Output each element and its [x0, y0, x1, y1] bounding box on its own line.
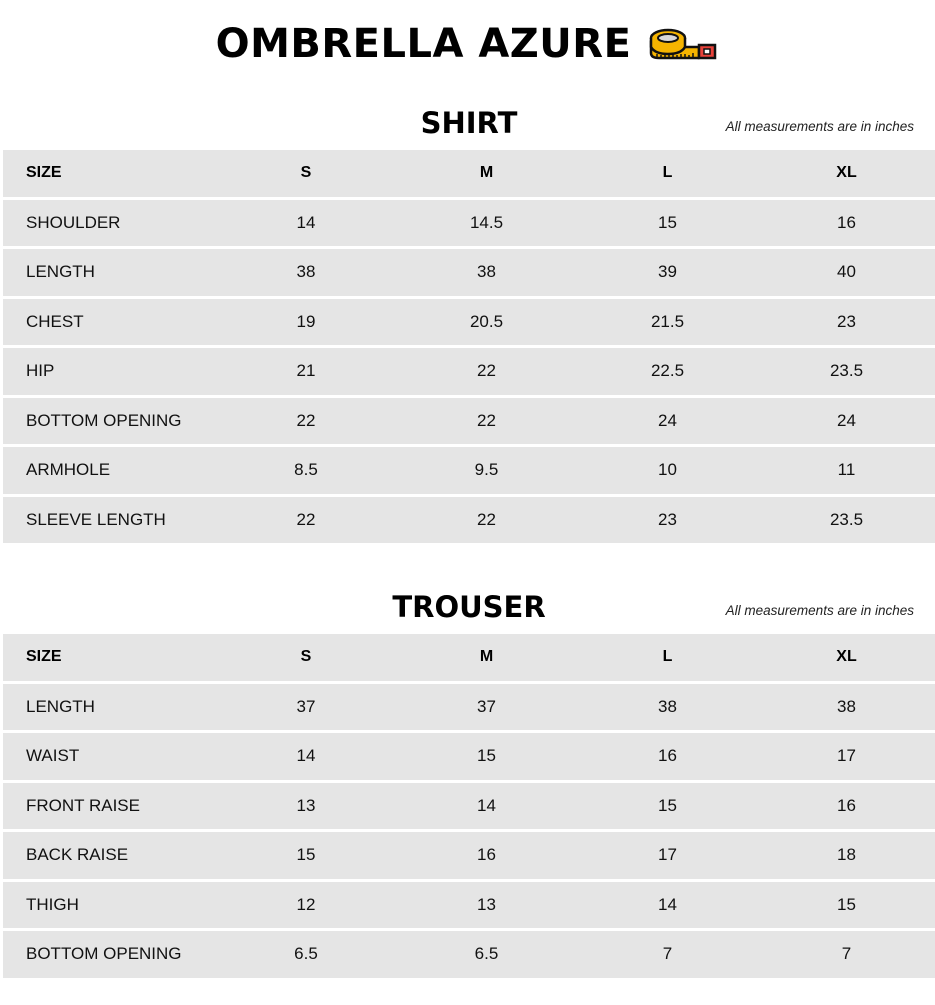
- table-row: [3, 832, 935, 879]
- header-m: M: [396, 634, 577, 681]
- cell-s: 6.5: [216, 931, 396, 978]
- cell-l: 23: [577, 497, 758, 544]
- row-label: LENGTH: [3, 249, 216, 296]
- trouser-title: TROUSER: [392, 590, 546, 624]
- cell-m: 20.5: [396, 299, 577, 346]
- measuring-tape-icon: [647, 27, 719, 61]
- cell-m: 16: [396, 832, 577, 879]
- cell-xl: 17: [758, 733, 935, 780]
- cell-s: 19: [216, 299, 396, 346]
- row-label: BOTTOM OPENING: [3, 931, 216, 978]
- shirt-section: [3, 100, 935, 546]
- row-label: HIP: [3, 348, 216, 395]
- cell-m: 15: [396, 733, 577, 780]
- cell-m: 22: [396, 398, 577, 445]
- cell-xl: 40: [758, 249, 935, 296]
- table-header-row: [3, 634, 935, 681]
- table-row: [3, 931, 935, 978]
- header-size: SIZE: [3, 150, 216, 197]
- cell-s: 21: [216, 348, 396, 395]
- cell-l: 39: [577, 249, 758, 296]
- shirt-size-table: [3, 147, 935, 546]
- table-row: [3, 882, 935, 929]
- row-label: LENGTH: [3, 684, 216, 731]
- header-m: M: [396, 150, 577, 197]
- cell-m: 22: [396, 348, 577, 395]
- cell-s: 14: [216, 733, 396, 780]
- row-label: SLEEVE LENGTH: [3, 497, 216, 544]
- cell-xl: 24: [758, 398, 935, 445]
- trouser-section: [3, 584, 935, 981]
- row-label: CHEST: [3, 299, 216, 346]
- cell-m: 13: [396, 882, 577, 929]
- cell-m: 37: [396, 684, 577, 731]
- cell-m: 6.5: [396, 931, 577, 978]
- cell-l: 14: [577, 882, 758, 929]
- shirt-title: SHIRT: [420, 106, 518, 140]
- cell-l: 7: [577, 931, 758, 978]
- cell-xl: 7: [758, 931, 935, 978]
- trouser-size-table: [3, 631, 935, 981]
- cell-s: 13: [216, 783, 396, 830]
- table-row: [3, 249, 935, 296]
- header-xl: XL: [758, 634, 935, 681]
- cell-xl: 15: [758, 882, 935, 929]
- cell-m: 22: [396, 497, 577, 544]
- cell-xl: 38: [758, 684, 935, 731]
- header-s: S: [216, 150, 396, 197]
- cell-l: 38: [577, 684, 758, 731]
- table-row: [3, 497, 935, 544]
- cell-m: 14: [396, 783, 577, 830]
- cell-l: 15: [577, 783, 758, 830]
- cell-l: 16: [577, 733, 758, 780]
- table-row: [3, 783, 935, 830]
- table-row: [3, 447, 935, 494]
- cell-xl: 23.5: [758, 348, 935, 395]
- cell-s: 38: [216, 249, 396, 296]
- row-label: BACK RAISE: [3, 832, 216, 879]
- table-row: [3, 348, 935, 395]
- cell-l: 15: [577, 200, 758, 247]
- brand-title: OMBRELLA AZURE: [215, 21, 632, 67]
- cell-l: 21.5: [577, 299, 758, 346]
- table-row: [3, 200, 935, 247]
- cell-s: 14: [216, 200, 396, 247]
- trouser-units-note: All measurements are in inches: [725, 603, 914, 618]
- header-xl: XL: [758, 150, 935, 197]
- row-label: FRONT RAISE: [3, 783, 216, 830]
- header-l: L: [577, 150, 758, 197]
- cell-l: 17: [577, 832, 758, 879]
- table-header-row: [3, 150, 935, 197]
- header-size: SIZE: [3, 634, 216, 681]
- cell-xl: 16: [758, 200, 935, 247]
- row-label: SHOULDER: [3, 200, 216, 247]
- cell-xl: 16: [758, 783, 935, 830]
- row-label: BOTTOM OPENING: [3, 398, 216, 445]
- cell-m: 38: [396, 249, 577, 296]
- cell-l: 10: [577, 447, 758, 494]
- cell-xl: 18: [758, 832, 935, 879]
- row-label: THIGH: [3, 882, 216, 929]
- header-l: L: [577, 634, 758, 681]
- cell-m: 14.5: [396, 200, 577, 247]
- cell-s: 12: [216, 882, 396, 929]
- table-row: [3, 684, 935, 731]
- row-label: ARMHOLE: [3, 447, 216, 494]
- cell-l: 24: [577, 398, 758, 445]
- page-title: [0, 14, 935, 74]
- cell-s: 22: [216, 398, 396, 445]
- table-row: [3, 299, 935, 346]
- cell-l: 22.5: [577, 348, 758, 395]
- table-row: [3, 733, 935, 780]
- row-label: WAIST: [3, 733, 216, 780]
- cell-s: 37: [216, 684, 396, 731]
- header-s: S: [216, 634, 396, 681]
- shirt-units-note: All measurements are in inches: [725, 119, 914, 134]
- cell-s: 15: [216, 832, 396, 879]
- cell-s: 8.5: [216, 447, 396, 494]
- cell-xl: 23: [758, 299, 935, 346]
- cell-s: 22: [216, 497, 396, 544]
- cell-xl: 11: [758, 447, 935, 494]
- table-row: [3, 398, 935, 445]
- cell-m: 9.5: [396, 447, 577, 494]
- cell-xl: 23.5: [758, 497, 935, 544]
